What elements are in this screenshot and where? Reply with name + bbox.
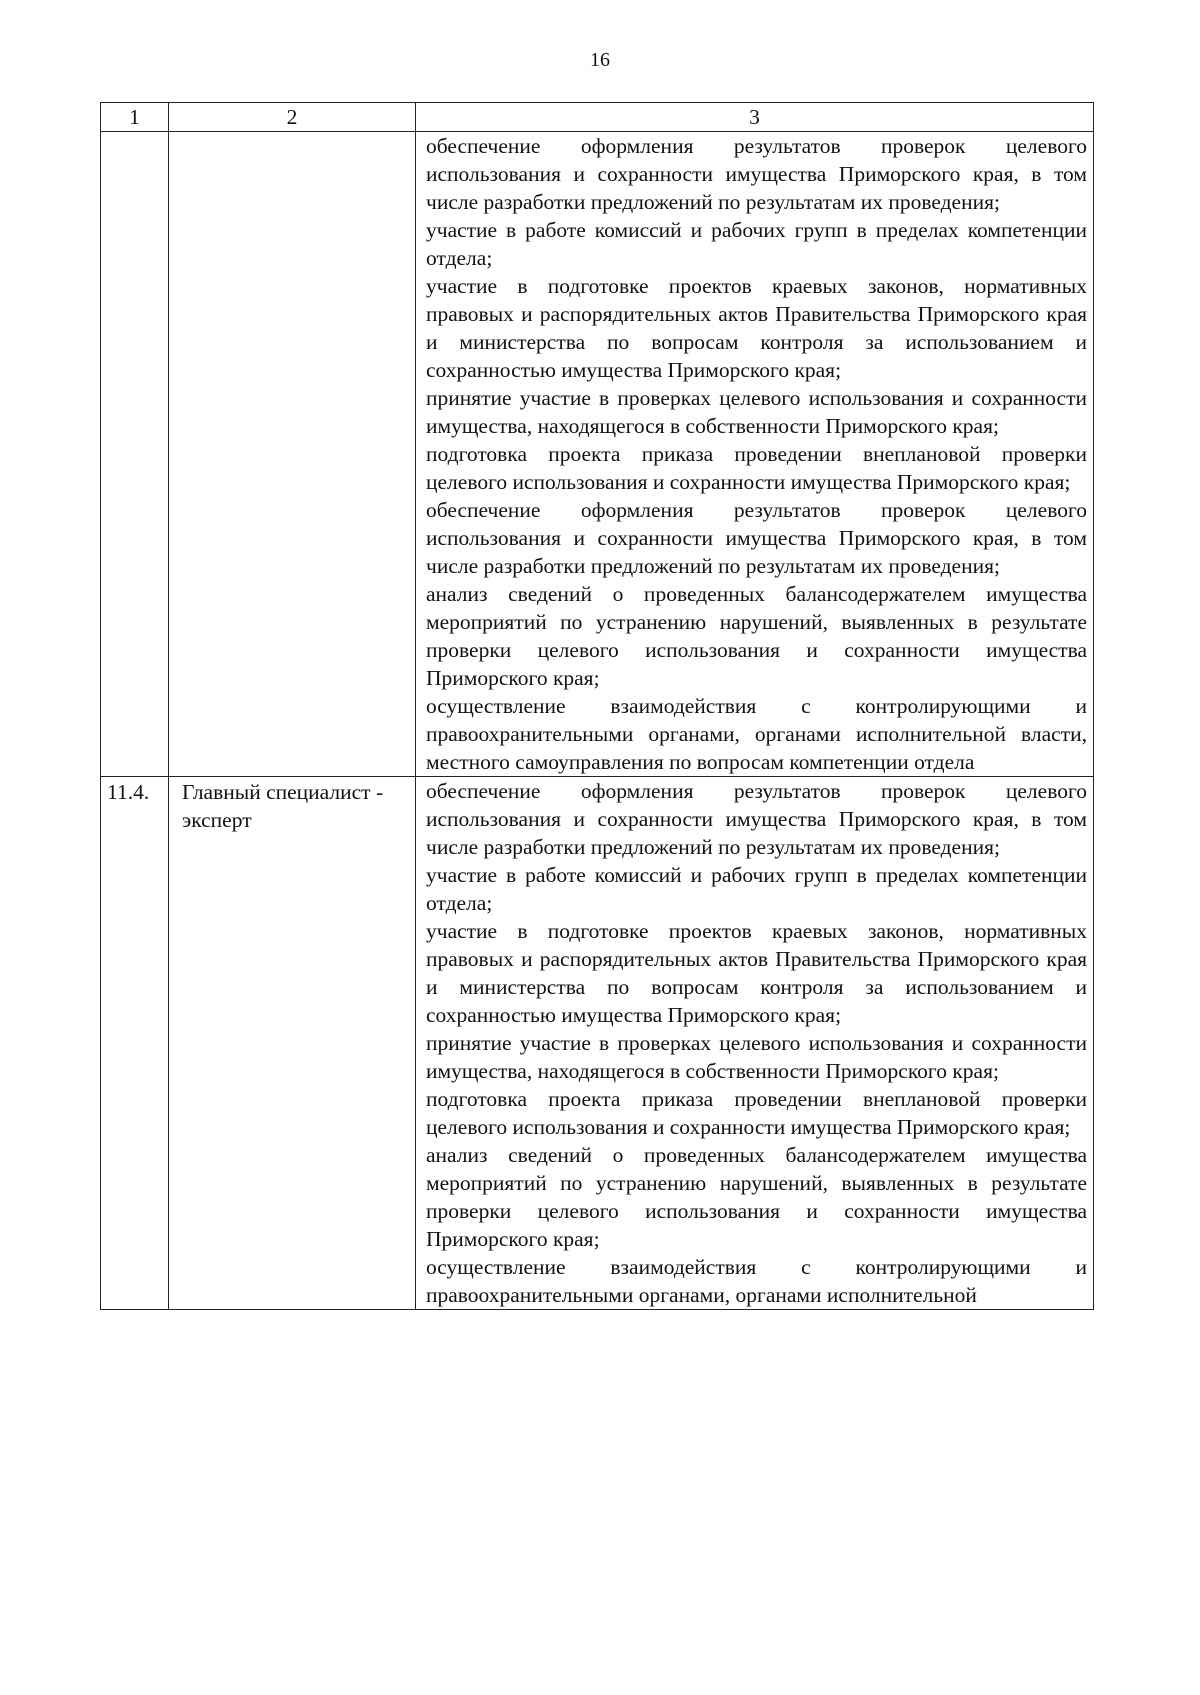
duty-item: анализ сведений о проведенных балансодержателем имущества мероприятий по устранению нарушений, выявленных в результате проверки целевого использования и сохранности имущества Приморского края;	[426, 1143, 1087, 1251]
duty-item: обеспечение оформления результатов проверок целевого использования и сохранности имущества Приморского края, в том числе разработки предложений по результатам их проведения;	[426, 779, 1087, 859]
duty-item: участие в работе комиссий и рабочих групп в пределах компетенции отдела;	[426, 863, 1087, 915]
row-number: 11.4.	[101, 777, 169, 1310]
position-title	[169, 132, 416, 777]
table-row	[101, 132, 1094, 777]
duties-cell	[416, 132, 1094, 777]
duty-item: анализ сведений о проведенных балансодержателем имущества мероприятий по устранению нарушений, выявленных в результате проверки целевого использования и сохранности имущества Приморского края;	[426, 582, 1087, 690]
duty-item: принятие участие в проверках целевого использования и сохранности имущества, находящегося в собственности Приморского края;	[426, 1031, 1087, 1083]
column-header-3: 3	[416, 103, 1094, 132]
table-row	[101, 777, 1094, 1310]
duty-item: подготовка проекта приказа проведении внеплановой проверки целевого использования и сохранности имущества Приморского края;	[426, 442, 1087, 494]
duty-item: обеспечение оформления результатов проверок целевого использования и сохранности имущества Приморского края, в том числе разработки предложений по результатам их проведения;	[426, 134, 1087, 214]
table-header-row	[101, 103, 1094, 132]
duty-item: осуществление взаимодействия с контролирующими и правоохранительными органами, органами исполнительной власти, местного самоуправления по вопросам компетенции отдела	[426, 694, 1087, 774]
duties-cell	[416, 777, 1094, 1310]
duty-item: осуществление взаимодействия с контролирующими и правоохранительными органами, органами исполнительной	[426, 1255, 1087, 1307]
duty-item: участие в подготовке проектов краевых законов, нормативных правовых и распорядительных актов Правительства Приморского края и министерства по вопросам контроля за использованием и сохранностью имущества Приморского края;	[426, 919, 1087, 1027]
duties-table	[100, 102, 1094, 1310]
duty-item: обеспечение оформления результатов проверок целевого использования и сохранности имущества Приморского края, в том числе разработки предложений по результатам их проведения;	[426, 498, 1087, 578]
duty-item: подготовка проекта приказа проведении внеплановой проверки целевого использования и сохранности имущества Приморского края;	[426, 1087, 1087, 1139]
column-header-2: 2	[169, 103, 416, 132]
position-title: Главный специалист - эксперт	[169, 777, 416, 1310]
duty-item: принятие участие в проверках целевого использования и сохранности имущества, находящегося в собственности Приморского края;	[426, 386, 1087, 438]
duty-item: участие в работе комиссий и рабочих групп в пределах компетенции отдела;	[426, 218, 1087, 270]
duty-item: участие в подготовке проектов краевых законов, нормативных правовых и распорядительных актов Правительства Приморского края и министерства по вопросам контроля за использованием и сохранностью имущества Приморского края;	[426, 274, 1087, 382]
column-header-1: 1	[101, 103, 169, 132]
page-number: 16	[590, 49, 610, 71]
row-number	[101, 132, 169, 777]
